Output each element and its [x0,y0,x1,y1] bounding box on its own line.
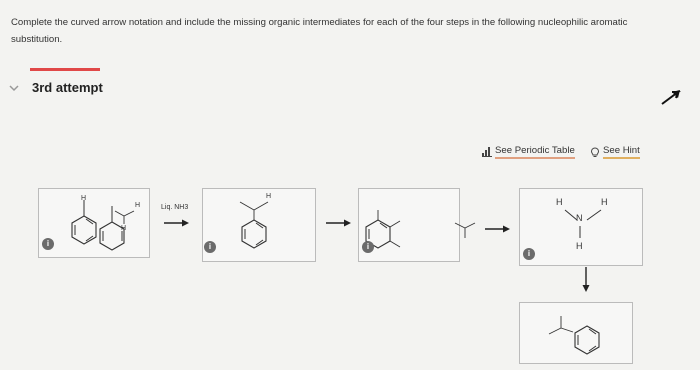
attempt-accent-bar [30,68,100,71]
lightbulb-icon [590,147,600,158]
atom-label-h: H [121,225,127,232]
atom-label-h: H [556,197,563,207]
intermediate-structure-2[interactable] [358,188,460,262]
chevron-down-icon[interactable] [8,82,20,94]
info-icon[interactable]: i [204,241,216,253]
product-structure[interactable] [519,302,633,364]
reaction-area [0,180,700,370]
reaction-arrow [484,224,512,234]
atom-label-n: N [576,213,583,223]
intermediate-structure-1[interactable] [202,188,316,262]
atom-label-h: H [576,241,583,251]
bar-chart-icon [482,147,492,157]
question-text: Complete the curved arrow notation and include the missing organic intermediates for each of the four steps in the following nucleophilic aromatic substitution. [11,17,628,45]
atom-label-h: H [266,193,272,200]
see-periodic-table-label: See Periodic Table [495,145,575,159]
see-hint-link[interactable] [590,145,640,159]
info-icon[interactable]: i [42,238,54,250]
info-icon[interactable]: i [362,241,374,253]
atom-label-h: H [601,197,608,207]
attempt-header[interactable] [8,80,103,95]
reaction-arrow [581,266,591,294]
see-periodic-table-link[interactable] [482,145,575,159]
see-hint-label: See Hint [603,145,640,159]
atom-label-h: H [135,202,141,209]
reaction-arrow [163,218,191,228]
ammonia-structure[interactable] [452,214,482,242]
reaction-arrow [325,218,353,228]
reagent-label: Liq. NH3 [161,204,189,211]
atom-label-h: H [81,195,87,202]
attempt-label: 3rd attempt [32,80,103,95]
arrow-cursor-icon [660,88,682,106]
ammonia-box-structure[interactable] [519,188,643,266]
info-icon[interactable]: i [523,248,535,260]
